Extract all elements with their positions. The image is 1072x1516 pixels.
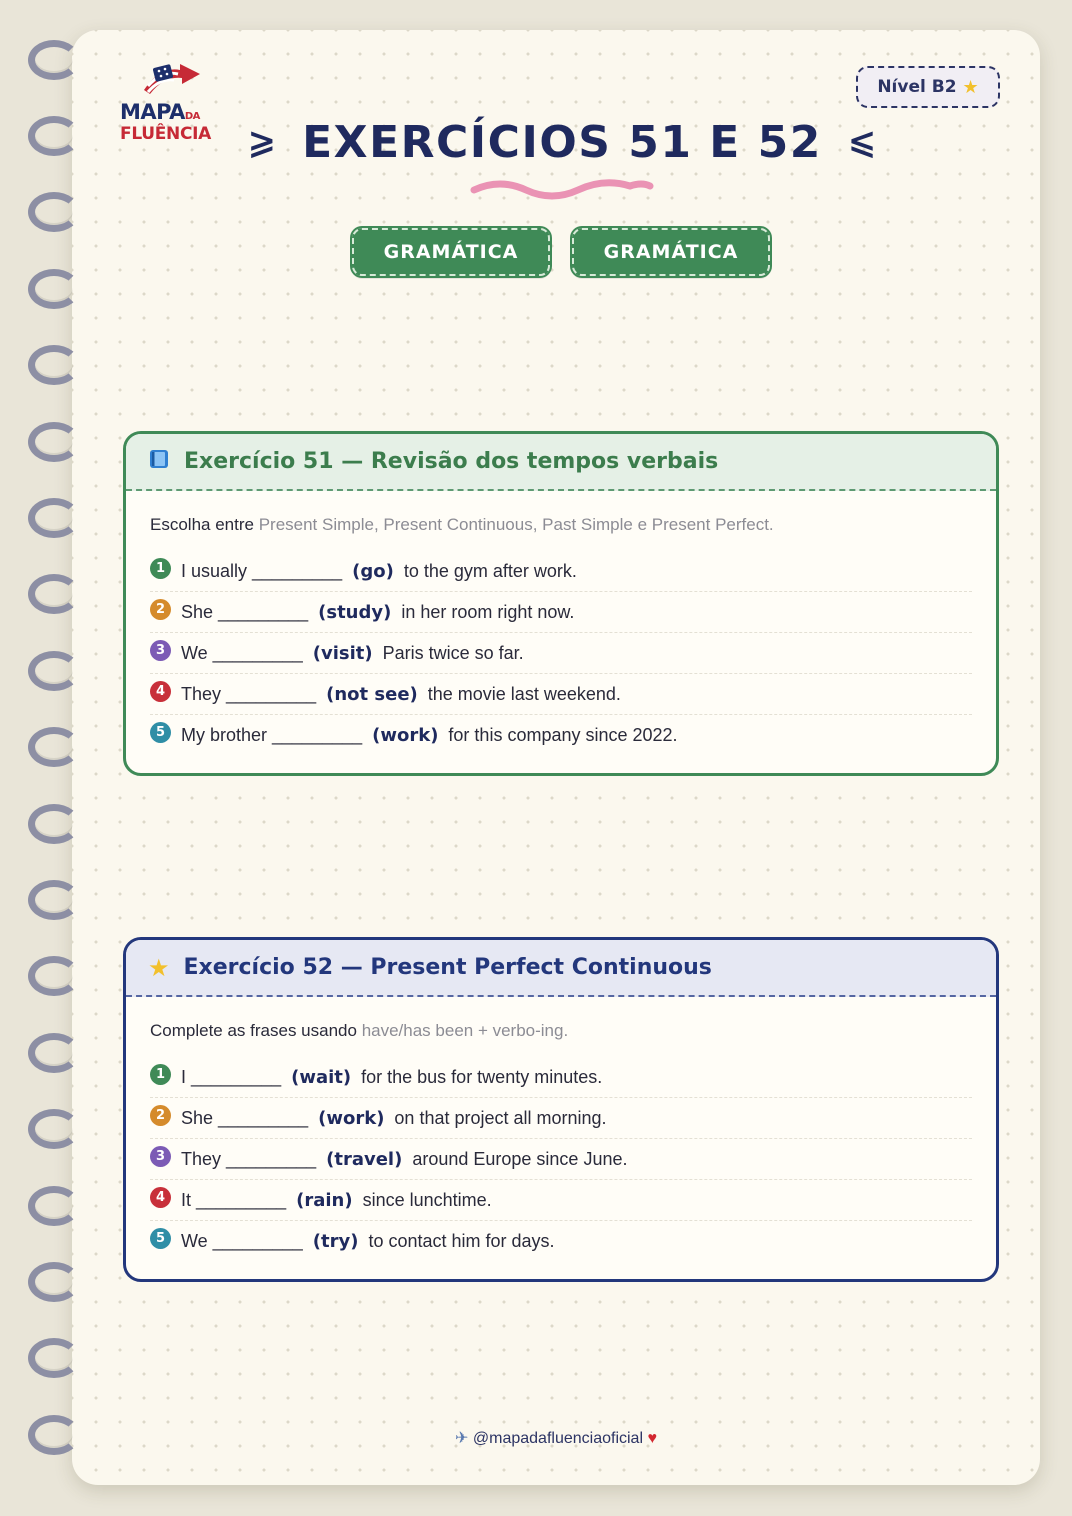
item-number: 2 xyxy=(150,1105,171,1126)
spiral-binding xyxy=(28,40,88,1480)
binding-ring xyxy=(28,422,80,462)
exercise-52-card xyxy=(123,937,999,1282)
item-number: 1 xyxy=(150,558,171,579)
exercise-52-title: Exercício 52 — Present Perfect Continuous xyxy=(183,955,712,980)
binding-ring xyxy=(28,116,80,156)
list-item: 2 She _________ (study) in her room right now. xyxy=(150,592,972,633)
exercise-52-list xyxy=(126,1057,996,1262)
notebook-page xyxy=(72,30,1040,1485)
flag-arrow-icon xyxy=(140,60,204,100)
exercise-52-header xyxy=(126,940,996,997)
item-number: 3 xyxy=(150,1146,171,1167)
list-item: 3 We _________ (visit) Paris twice so far. xyxy=(150,633,972,674)
title-left-decoration: ⩾ xyxy=(247,122,277,162)
exercise-51-header xyxy=(126,434,996,491)
binding-ring xyxy=(28,269,80,309)
brand-logo xyxy=(120,60,230,150)
binding-ring xyxy=(28,956,80,996)
binding-ring xyxy=(28,804,80,844)
level-label: Nível B2 xyxy=(877,77,957,97)
exercise-51-list xyxy=(126,551,996,756)
list-item: 4 They _________ (not see) the movie last weekend. xyxy=(150,674,972,715)
tag-grammar: GRAMÁTICA xyxy=(352,228,550,276)
item-number: 2 xyxy=(150,599,171,620)
binding-ring xyxy=(28,1262,80,1302)
binding-ring xyxy=(28,1186,80,1226)
list-item: 5 My brother _________ (work) for this company since 2022. xyxy=(150,715,972,756)
page-title xyxy=(247,110,877,174)
tag-grammar: GRAMÁTICA xyxy=(572,228,770,276)
binding-ring xyxy=(28,880,80,920)
binding-ring xyxy=(28,498,80,538)
exercise-51-card xyxy=(123,431,999,776)
binding-ring xyxy=(28,40,80,80)
binding-ring xyxy=(28,1033,80,1073)
binding-ring xyxy=(28,574,80,614)
binding-ring xyxy=(28,727,80,767)
book-icon xyxy=(148,448,170,475)
list-item: 1 I usually _________ (go) to the gym after work. xyxy=(150,551,972,592)
star-icon: ★ xyxy=(962,76,979,98)
binding-ring xyxy=(28,1109,80,1149)
title-right-decoration: ⩽ xyxy=(847,122,877,162)
item-number: 1 xyxy=(150,1064,171,1085)
list-item: 5 We _________ (try) to contact him for days. xyxy=(150,1221,972,1262)
exercise-51-title: Exercício 51 — Revisão dos tempos verbais xyxy=(184,449,719,474)
exercise-52-instruction: Complete as frases usando have/has been + verbo-ing. xyxy=(150,1021,569,1040)
binding-ring xyxy=(28,651,80,691)
social-handle: @mapadafluenciaoficial xyxy=(472,1430,644,1447)
item-number: 5 xyxy=(150,1228,171,1249)
level-badge xyxy=(856,66,1000,108)
exercise-51-instruction: Escolha entre Present Simple, Present Continuous, Past Simple e Present Perfect. xyxy=(150,515,774,534)
airplane-icon: ✈ xyxy=(455,1430,469,1447)
item-number: 3 xyxy=(150,640,171,661)
binding-ring xyxy=(28,345,80,385)
binding-ring xyxy=(28,192,80,232)
squiggle-decoration xyxy=(470,174,654,204)
title-text: EXERCÍCIOS 51 E 52 xyxy=(302,116,822,168)
list-item: 3 They _________ (travel) around Europe since June. xyxy=(150,1139,972,1180)
list-item: 4 It _________ (rain) since lunchtime. xyxy=(150,1180,972,1221)
item-number: 4 xyxy=(150,1187,171,1208)
brand-name-line1: MAPADA xyxy=(120,100,200,124)
heart-icon: ♥ xyxy=(647,1430,657,1447)
brand-name-line2: FLUÊNCIA xyxy=(120,124,212,144)
binding-ring xyxy=(28,1415,80,1455)
list-item: 2 She _________ (work) on that project all morning. xyxy=(150,1098,972,1139)
list-item: 1 I _________ (wait) for the bus for twenty minutes. xyxy=(150,1057,972,1098)
item-number: 4 xyxy=(150,681,171,702)
star-icon: ★ xyxy=(148,953,170,982)
tag-row xyxy=(352,228,770,276)
binding-ring xyxy=(28,1338,80,1378)
item-number: 5 xyxy=(150,722,171,743)
footer xyxy=(72,1428,1040,1448)
